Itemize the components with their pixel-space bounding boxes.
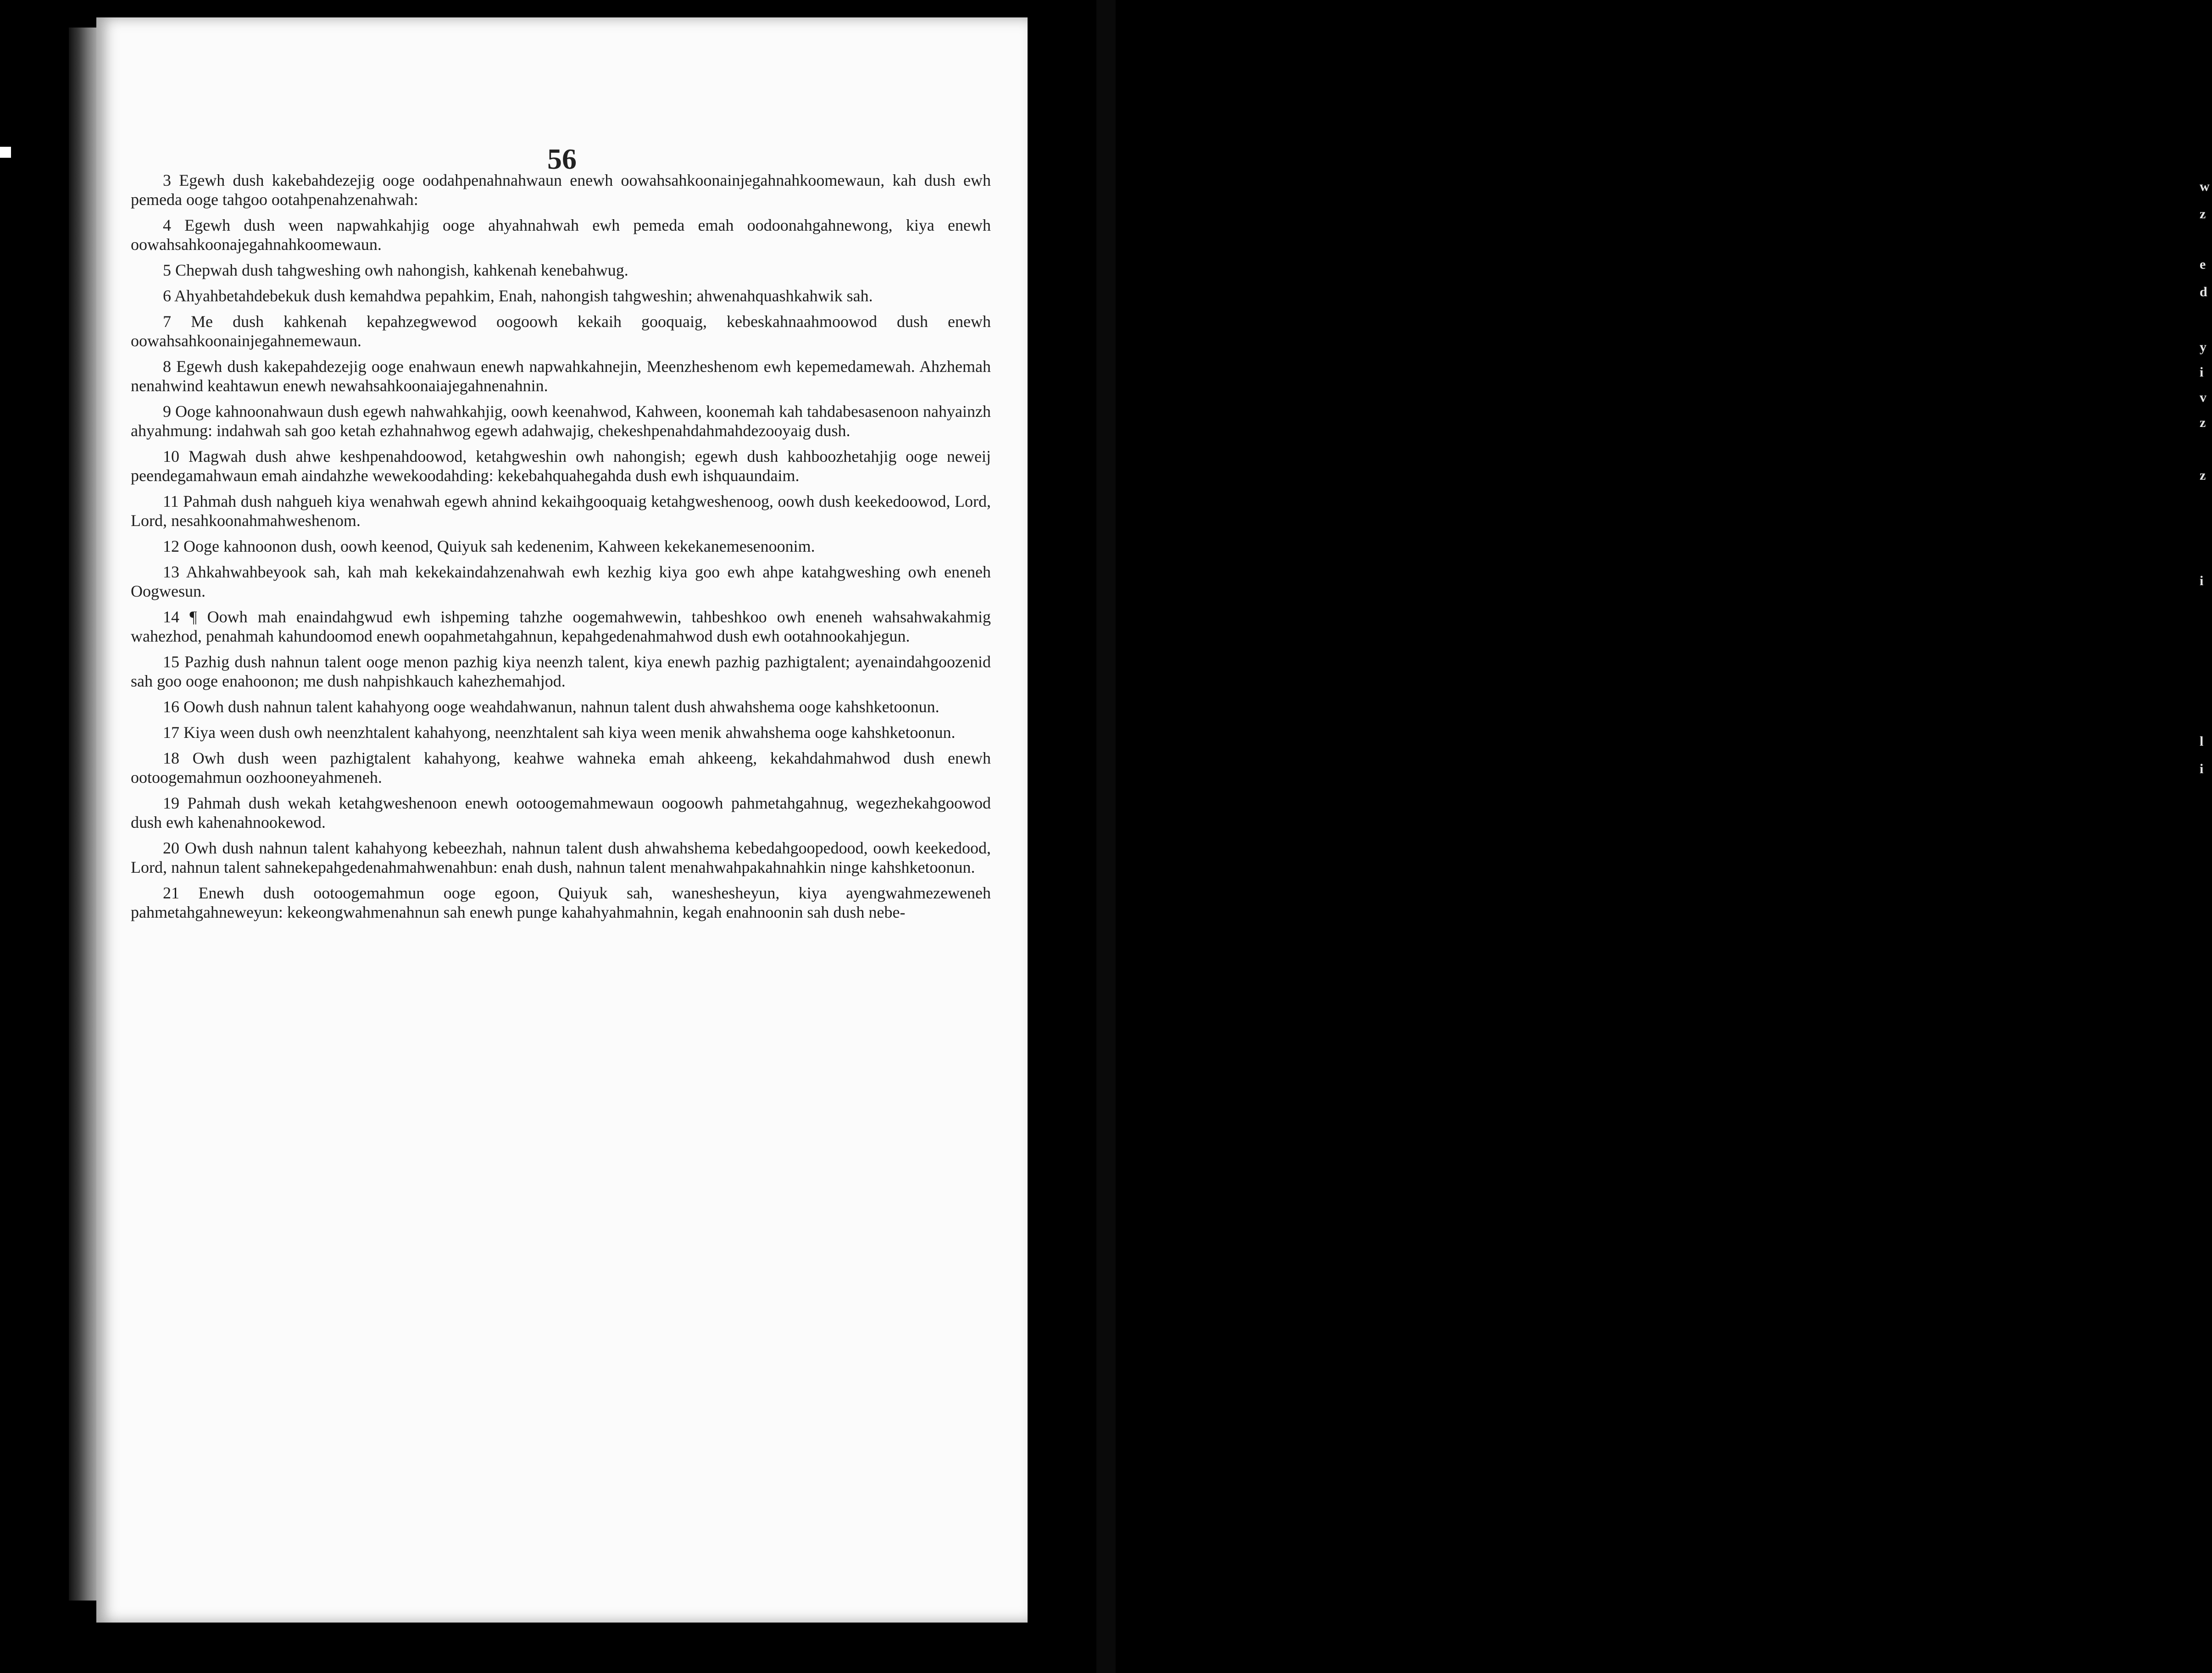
margin-fragment: y (2200, 339, 2206, 355)
margin-fragment: i (2200, 365, 2204, 380)
verse-text: Egewh dush ween napwahkahjig ooge ahyahnahwah ewh pemeda emah oodoonahgahnewong, kiya enewh oowahsahkoonajegahnahkoomewaun. (131, 216, 991, 254)
verse-text: Chepwah dush tahgweshing owh nahongish, kahkenah kenebahwug. (175, 261, 628, 279)
margin-fragment: v (2200, 390, 2206, 405)
verse (131, 607, 991, 646)
margin-fragment: z (2200, 206, 2206, 222)
verse-number: 3 (163, 171, 171, 189)
verse-number: 10 (163, 447, 179, 465)
verse-text: Kiya ween dush owh neenzhtalent kahahyong, neenzhtalent sah kiya ween menik ahwahshema ooge kahshketoonun. (183, 723, 956, 742)
verse-text: Egewh dush kakebahdezejig ooge oodahpenahnahwaun enewh oowahsahkoonainjegahnahkoomewaun, kah dush ewh pemeda ooge tahgoo ootahpenahzenahwah: (131, 171, 991, 209)
verse-number: 5 (163, 261, 171, 279)
verse-text: Ahyahbetahdebekuk dush kemahdwa pepahkim, Enah, nahongish tahgweshin; ahwenahquashkahwik sah. (174, 287, 873, 305)
verse (131, 286, 991, 305)
verse (131, 838, 991, 877)
verse-text: Ooge kahnoonon dush, oowh keenod, Quiyuk sah kedenenim, Kahween kekekanemesenoonim. (183, 537, 815, 555)
verse-text: Me dush kahkenah kepahzegwewod oogoowh kekaih gooquaig, kebeskahnaahmoowod dush enewh oowahsahkoonainjegahnemewaun. (131, 312, 991, 350)
margin-fragment: z (2200, 415, 2206, 430)
verse-text: Pahmah dush nahgueh kiya wenahwah egewh ahnind kekaihgooquaig ketahgweshenoog, oowh dush keekedoowod, Lord, Lord, nesahkoonahmahweshenom. (131, 492, 991, 530)
page-text (131, 171, 991, 928)
verse (131, 883, 991, 922)
verse-number: 6 (163, 287, 171, 305)
verse-number: 11 (163, 492, 179, 510)
verse (131, 652, 991, 691)
verse (131, 723, 991, 742)
verse-number: 9 (163, 402, 171, 421)
facing-page-edge (1096, 0, 2210, 1673)
verse (131, 537, 991, 556)
verse (131, 312, 991, 350)
verse-number: 18 (163, 749, 179, 767)
verse-number: 19 (163, 794, 179, 812)
margin-fragment: w (2200, 179, 2210, 194)
verse-text: Ahkahwahbeyook sah, kah mah kekekaindahzenahwah ewh kezhig kiya goo ewh ahpe katahgweshing owh eneneh Oogwesun. (131, 563, 991, 600)
verse (131, 492, 991, 530)
verse-number: 21 (163, 884, 179, 902)
verse-text: Pazhig dush nahnun talent ooge menon pazhig kiya neenzh talent, kiya enewh pazhig pazhigtalent; ayenaindahgoozenid sah goo ooge enahoonon; me dush nahpishkauch kahezhemahjod. (131, 653, 991, 690)
verse-number: 4 (163, 216, 171, 234)
verse-text: Owh dush ween pazhigtalent kahahyong, keahwe wahneka emah ahkeeng, kekahdahmahwod dush enewh ootoogemahmun oozhooneyahmeneh. (131, 749, 991, 787)
verse (131, 216, 991, 254)
verse (131, 357, 991, 395)
margin-fragment: i (2200, 573, 2204, 588)
verse (131, 402, 991, 440)
verse-text: Enewh dush ootoogemahmun ooge egoon, Quiyuk sah, waneshesheyun, kiya ayengwahmezeweneh pahmetahgahneweyun: kekeongwahmenahnun sah enewh punge kahahyahmahnin, kegah enahnoonin sah dush nebe- (131, 884, 991, 921)
verse-text: Owh dush nahnun talent kahahyong kebeezhah, nahnun talent dush ahwahshema kebedahgoopedood, oowh keekedood, Lord, nahnun talent sahnekepahgedenahmahwenahbun: enah dush, nahnun talent menahwahpakahnahkin ninge kahshketoonun. (131, 839, 991, 876)
verse (131, 260, 991, 280)
scan-edge-mark (0, 147, 11, 158)
margin-fragment: e (2200, 257, 2206, 272)
verse-number: 17 (163, 723, 179, 742)
verse-number: 16 (163, 698, 179, 716)
verse-number: 14 (163, 608, 179, 626)
margin-fragment: z (2200, 468, 2206, 483)
verse (131, 793, 991, 832)
verse (131, 697, 991, 716)
verse-text: Oowh dush nahnun talent kahahyong ooge weahdahwanun, nahnun talent dush ahwahshema ooge kahshketoonun. (183, 698, 939, 716)
verse-number: 20 (163, 839, 179, 857)
margin-fragment: i (2200, 761, 2204, 776)
verse-number: 15 (163, 653, 179, 671)
verse-text: Ooge kahnoonahwaun dush egewh nahwahkahjig, oowh keenahwod, Kahween, koonemah kah tahdabesasenoon nahyainzh ahyahmung: indahwah sah goo ketah ezhahnahwog egewh adahwajig, chekeshpenahdahmahdezooyaig dush. (131, 402, 991, 440)
verse (131, 748, 991, 787)
verse (131, 447, 991, 485)
verse (131, 562, 991, 601)
verse-text: Egewh dush kakepahdezejig ooge enahwaun enewh napwahkahnejin, Meenzheshenom ewh kepemedamewah. Ahzhemah nenahwind keahtawun enewh newahsahkoonaiajegahnenahnin. (131, 357, 991, 395)
verse-number: 8 (163, 357, 171, 376)
verse (131, 171, 991, 209)
verse-number: 12 (163, 537, 179, 555)
verse-text: Magwah dush ahwe keshpenahdoowod, ketahgweshin owh nahongish; egewh dush kahboozhetahjig ooge neweij peendegamahwaun emah aindahzhe wewekoodahding: kekebahquahegahda dush ewh ishquaundaim. (131, 447, 991, 485)
verse-text: ¶ Oowh mah enaindahgwud ewh ishpeming tahzhe oogemahwewin, tahbeshkoo owh eneneh wahsahwakahmig wahezhod, penahmah kahundoomod enewh oopahmetahgahnun, kepahgedenahmahwod dush ewh ootahnookahjegun. (131, 608, 991, 645)
margin-fragment: d (2200, 284, 2207, 299)
verse-number: 7 (163, 312, 171, 331)
verse-number: 13 (163, 563, 179, 581)
margin-fragment: l (2200, 734, 2204, 749)
verse-text: Pahmah dush wekah ketahgweshenoon enewh ootoogemahmewaun oogoowh pahmetahgahnug, wegezhekahgoowod dush ewh kahenahnookewod. (131, 794, 991, 831)
page-number: 56 (547, 143, 577, 175)
